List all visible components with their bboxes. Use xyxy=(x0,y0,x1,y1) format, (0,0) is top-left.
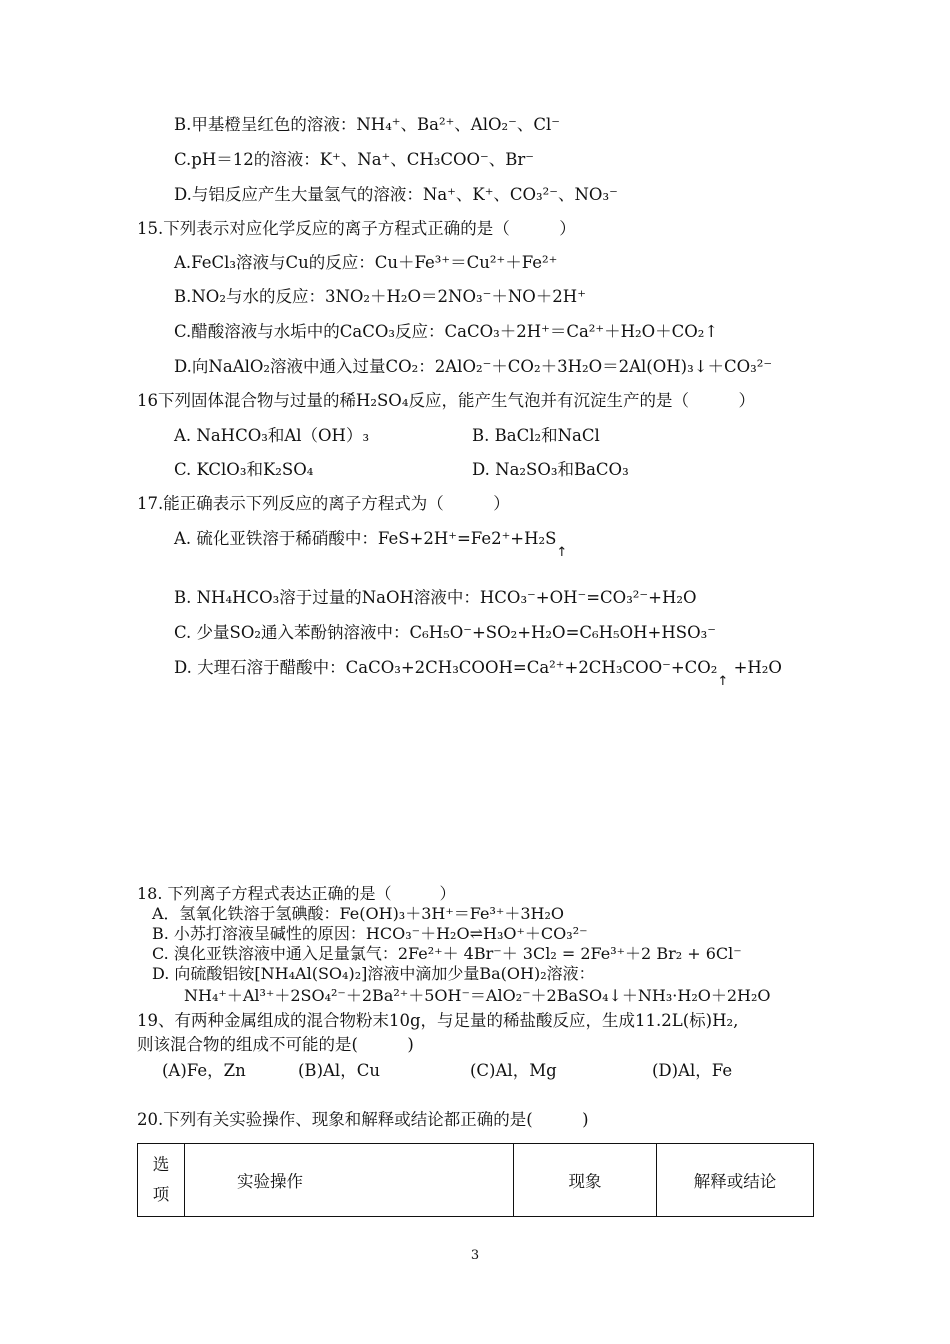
header-conclusion: 解释或结论 xyxy=(657,1144,814,1217)
header-option-line2: 项 xyxy=(152,1185,170,1204)
q14-option-b: B.甲基橙呈红色的溶液：NH₄⁺、Ba²⁺、AlO₂⁻、Cl⁻ xyxy=(174,115,560,134)
q18-stem: 18. 下列离子方程式表达正确的是（ ） xyxy=(137,884,456,903)
q17-option-d-tail: +H₂O xyxy=(728,658,782,677)
header-phenomenon: 现象 xyxy=(514,1144,657,1217)
q19-option-d: (D)Al，Fe xyxy=(652,1061,733,1080)
q15-option-c: C.醋酸溶液与水垢中的CaCO₃反应：CaCO₃＋2H⁺＝Ca²⁺＋H₂O＋CO₂↑ xyxy=(174,322,719,341)
q19-option-c: (C)Al，Mg xyxy=(470,1061,557,1080)
q17-option-d xyxy=(174,658,782,689)
q17-option-a xyxy=(174,529,568,560)
q17-option-d-text: D. 大理石溶于醋酸中：CaCO₃+2CH₃COOH=Ca²⁺+2CH₃COO⁻+CO₂ xyxy=(174,658,718,677)
q18-option-c: C. 溴化亚铁溶液中通入足量氯气：2Fe²⁺＋ 4Br⁻＋ 3Cl₂ = 2Fe³⁺＋2 Br₂ + 6Cl⁻ xyxy=(152,944,742,963)
q16-option-d: D. Na₂SO₃和BaCO₃ xyxy=(472,460,629,479)
header-option-line1: 选 xyxy=(152,1155,170,1174)
table-header-row xyxy=(138,1144,814,1217)
q17-option-a-text: A. 硫化亚铁溶于稀硝酸中：FeS+2H⁺=Fe2⁺+H₂S xyxy=(174,529,557,548)
page-number: 3 xyxy=(470,1248,480,1263)
q15-option-a: A.FeCl₃溶液与Cu的反应：Cu＋Fe³⁺＝Cu²⁺＋Fe²⁺ xyxy=(174,253,558,272)
q17-option-c: C. 少量SO₂通入苯酚钠溶液中：C₆H₅O⁻+SO₂+H₂O=C₆H₅OH+HSO₃⁻ xyxy=(174,623,716,642)
q19-option-b: (B)Al，Cu xyxy=(298,1061,380,1080)
up-arrow-icon: ↑ xyxy=(717,674,729,689)
q15-stem: 15.下列表示对应化学反应的离子方程式正确的是（ ） xyxy=(137,219,576,238)
q14-option-d: D.与铝反应产生大量氢气的溶液：Na⁺、K⁺、CO₃²⁻、NO₃⁻ xyxy=(174,185,618,204)
experiment-table xyxy=(137,1143,814,1217)
q18-option-b: B. 小苏打溶液呈碱性的原因：HCO₃⁻＋H₂O⇌H₃O⁺＋CO₃²⁻ xyxy=(152,924,588,943)
q20-stem: 20.下列有关实验操作、现象和解释或结论都正确的是( ) xyxy=(137,1110,589,1129)
q15-option-d: D.向NaAlO₂溶液中通入过量CO₂：2AlO₂⁻＋CO₂＋3H₂O＝2Al(OH)₃↓＋CO₃²⁻ xyxy=(174,357,773,376)
q14-option-c: C.pH＝12的溶液：K⁺、Na⁺、CH₃COO⁻、Br⁻ xyxy=(174,150,534,169)
q18-option-a: A．氢氧化铁溶于氢碘酸：Fe(OH)₃＋3H⁺＝Fe³⁺＋3H₂O xyxy=(152,904,565,923)
q19-stem-line2: 则该混合物的组成不可能的是( ) xyxy=(137,1035,414,1054)
q18-option-d-equation: NH₄⁺＋Al³⁺＋2SO₄²⁻＋2Ba²⁺＋5OH⁻＝AlO₂⁻＋2BaSO₄↓＋NH₃·H₂O＋2H₂O xyxy=(184,986,771,1005)
header-option xyxy=(138,1144,185,1217)
q17-option-b: B. NH₄HCO₃溶于过量的NaOH溶液中：HCO₃⁻+OH⁻=CO₃²⁻+H₂O xyxy=(174,588,697,607)
q15-option-b: B.NO₂与水的反应：3NO₂＋H₂O＝2NO₃⁻＋NO＋2H⁺ xyxy=(174,287,586,306)
q19-stem-line1: 19、有两种金属组成的混合物粉末10g，与足量的稀盐酸反应，生成11.2L(标)H₂, xyxy=(137,1011,739,1030)
header-operation: 实验操作 xyxy=(185,1144,514,1217)
q16-stem: 16下列固体混合物与过量的稀H₂SO₄反应，能产生气泡并有沉淀生产的是（ ） xyxy=(137,391,755,410)
q16-option-a: A. NaHCO₃和Al（OH）₃ xyxy=(174,426,370,445)
q17-stem: 17.能正确表示下列反应的离子方程式为（ ） xyxy=(137,494,510,513)
q19-option-a: (A)Fe，Zn xyxy=(162,1061,246,1080)
q16-option-b: B. BaCl₂和NaCl xyxy=(472,426,600,445)
q18-option-d: D. 向硫酸铝铵[NH₄Al(SO₄)₂]溶液中滴加少量Ba(OH)₂溶液： xyxy=(152,964,595,983)
q16-option-c: C. KClO₃和K₂SO₄ xyxy=(174,460,314,479)
up-arrow-icon: ↑ xyxy=(556,545,568,560)
